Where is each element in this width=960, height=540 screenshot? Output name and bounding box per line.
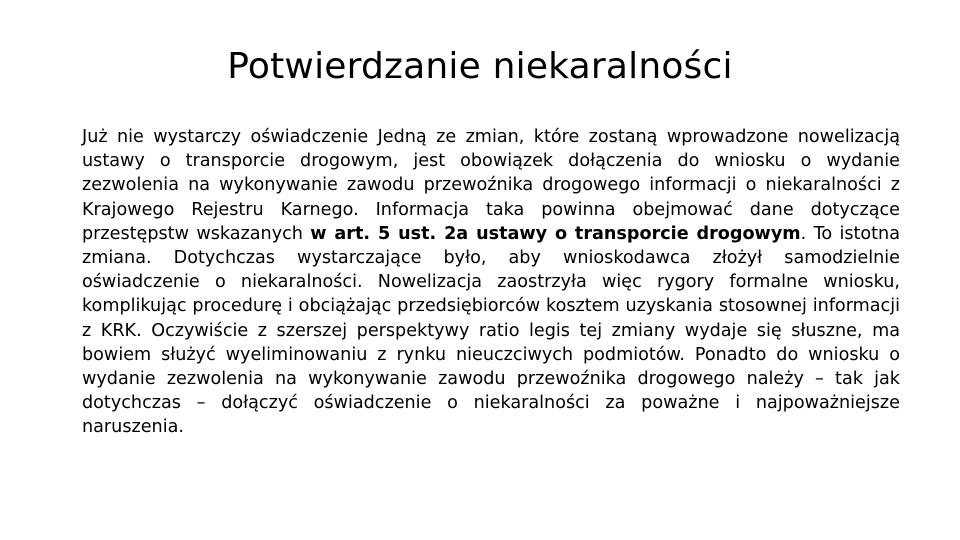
body-text-part2: . To istotna zmiana. Dotychczas wystarczające było, aby wnioskodawca złożył samodzielnie oświadczenie o niekaralności. Nowelizacja zaostrzyła więc rygory formalne wniosku, komplikując procedurę i obciążając przedsiębiorców kosztem uzyskania stosownej informacji z KRK. Oczywiście z szerszej perspektywy ratio legis tej zmiany wydaje się słuszne, ma bowiem służyć wyeliminowaniu z rynku nieuczciwych podmiotów. Ponadto do wniosku o wydanie zezwolenia na wykonywanie zawodu przewoźnika drogowego należy – tak jak dotychczas – dołączyć oświadczenie o niekaralności za poważne i najpoważniejsze naruszenia. [82, 223, 900, 438]
body-text-part1: Już nie wystarczy oświadczenie Jedną ze zmian, które zostaną wprowadzone nowelizacją ustawy o transporcie drogowym, jest obowiązek dołączenia do wniosku o wydanie zezwolenia na wykonywanie zawodu przewoźnika drogowego informacji o niekaralności z Krajowego Rejestru Karnego. Informacja taka powinna obejmować dane dotyczące przestępstw wskazanych [82, 127, 900, 244]
slide-body-paragraph [82, 125, 900, 440]
body-text-bold-reference: w art. 5 ust. 2a ustawy o transporcie drogowym [310, 223, 801, 244]
slide-title: Potwierdzanie niekaralności [227, 46, 733, 87]
